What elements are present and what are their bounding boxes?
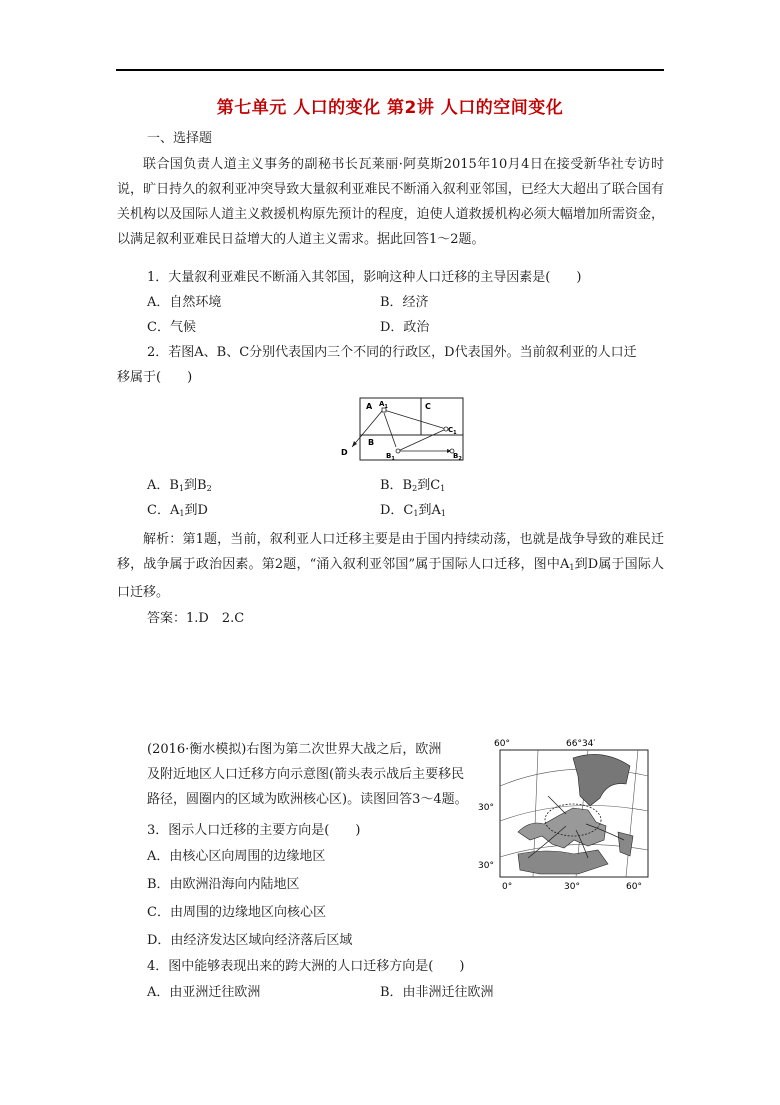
arrow-a1-d	[352, 411, 382, 447]
map-label-left-lower: 30°	[478, 861, 494, 871]
map-label-bottom-30: 30°	[564, 882, 580, 892]
map-label-top-left: 60°	[494, 739, 510, 749]
map-label-bottom-0: 0°	[502, 882, 513, 892]
answer-line: 答案：1.D 2.C	[147, 611, 245, 626]
intro-paragraph: 联合国负责人道主义事务的副秘书长瓦莱丽·阿莫斯2015年10月4日在接受新华社专访时说，旷日持久的叙利亚冲突导致大量叙利亚难民不断涌入叙利亚邻国，已经大大超出了联合国有关机构以及国际人道主义救援机构原先预计的程度，迫使人道救援机构必须大幅增加所需资金，以满足叙利亚难民日益增大的人道主义需求。据此回答1～2题。	[117, 157, 664, 247]
map-label-top-mid: 66°34′	[566, 739, 596, 749]
map-label-bottom-60: 60°	[626, 882, 642, 892]
europe-migration-map	[478, 736, 656, 892]
arrow-a1-c1	[384, 410, 446, 429]
point-a1-label: $A_1$	[379, 400, 388, 410]
arrow-c1-b1	[398, 429, 446, 451]
page-title: 第七单元 人口的变化 第2讲 人口的空间变化	[216, 98, 564, 118]
q3-option-c: C．由周围的边缘地区向核心区	[147, 905, 326, 920]
q3-stem: 3．图示人口迁移的主要方向是( )	[147, 823, 361, 838]
q1-stem: 1．大量叙利亚难民不断涌入其邻国，影响这种人口迁移的主导因素是( )	[147, 270, 582, 285]
point-c1-label: $C_1$	[448, 426, 457, 436]
q3-option-d: D．由经济发达区域向经济落后区域	[147, 933, 353, 948]
migration-diagram	[338, 395, 468, 461]
q3-option-a: A．由核心区向周围的边缘地区	[147, 849, 326, 864]
q1-option-c: C．气候	[147, 320, 196, 335]
q1-option-d: D．政治	[380, 320, 430, 335]
q4-option-b: B．由非洲迁往欧洲	[380, 985, 494, 1000]
middle-east-landmass	[618, 832, 633, 856]
point-b1-label: $B_1$	[386, 452, 395, 461]
analysis-paragraph: 解析：第1题，当前，叙利亚人口迁移主要是由于国内持续动荡，也就是战争导致的难民迁移，战争属于政治因素。第2题，“涌入叙利亚邻国”属于国际人口迁移，图中$A_1$到D属于国际人口迁移。	[117, 532, 664, 600]
q2-option-a: A．$B_1$到$B_2$	[147, 478, 212, 493]
region-c-label: C	[425, 402, 431, 411]
q2-option-c: C．$A_1$到D	[147, 503, 208, 518]
section-heading: 一、选择题	[147, 131, 213, 146]
q2-option-b: B．$B_2$到$C_1$	[380, 478, 446, 493]
q1-option-a: A．自然环境	[147, 295, 222, 310]
header-rule	[116, 69, 664, 71]
q4-stem: 4．图中能够表现出来的跨大洲的人口迁移方向是( )	[147, 959, 465, 974]
region-b-label: B	[368, 438, 375, 447]
intro2-line1: (2016·衡水模拟)右图为第二次世界大战之后，欧洲	[147, 742, 442, 757]
q2-option-d: D．$C_1$到$A_1$	[380, 503, 446, 518]
intro2-line2: 及附近地区人口迁移方向示意图(箭头表示战后主要移民	[147, 767, 465, 782]
q2-stem-line1: 2．若图A、B、C分别代表国内三个不同的行政区，D代表国外。当前叙利亚的人口迁	[147, 345, 637, 360]
point-b2-label: $B_2$	[453, 452, 462, 461]
map-label-left-upper: 30°	[478, 803, 494, 813]
point-b1	[396, 449, 400, 453]
q1-option-b: B．经济	[380, 295, 429, 310]
intro2-line3: 路径，圆圈内的区域为欧洲核心区)。读图回答3～4题。	[147, 792, 468, 807]
q2-stem-line2: 移属于( )	[117, 370, 193, 385]
q3-option-b: B．由欧洲沿海向内陆地区	[147, 877, 300, 892]
region-a-label: A	[366, 402, 373, 411]
q4-option-a: A．由亚洲迁往欧洲	[147, 985, 261, 1000]
arrow-a1-b1	[384, 413, 396, 447]
region-d-label: D	[341, 448, 348, 457]
